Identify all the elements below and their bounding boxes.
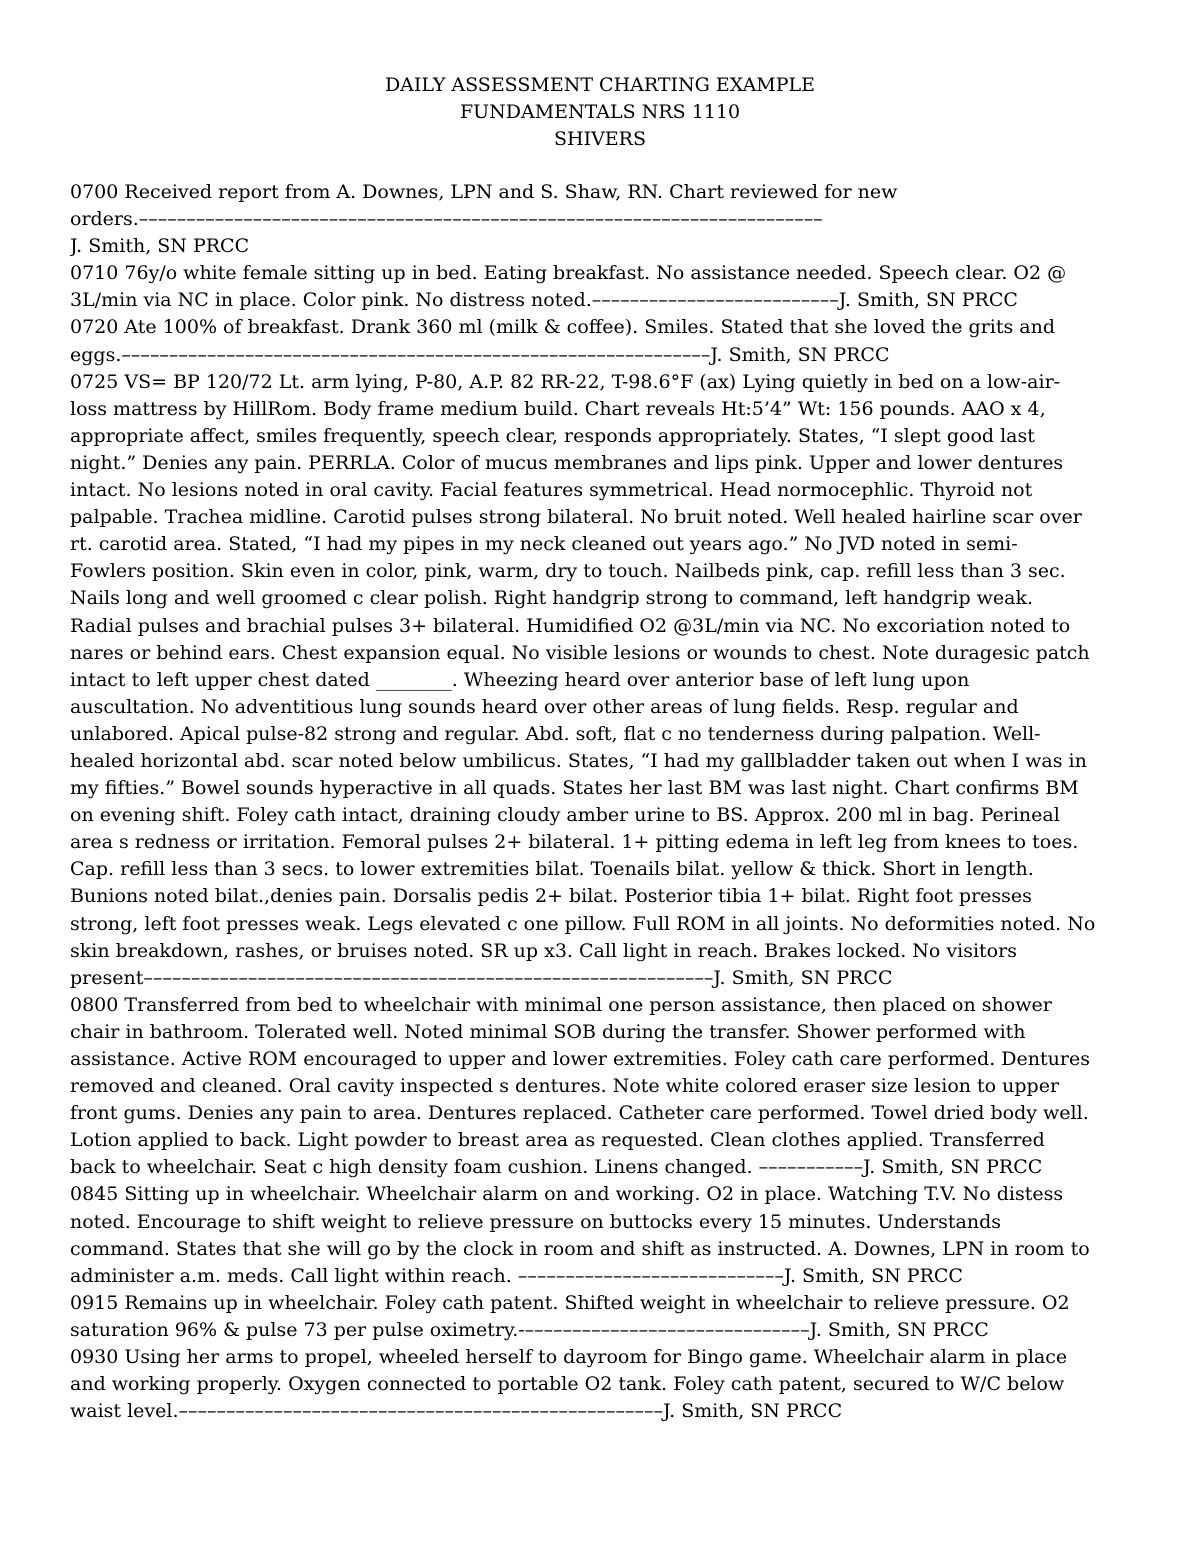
note-line: Nails long and well groomed c clear polish. Right handgrip strong to command, left handgrip weak. bbox=[70, 587, 1034, 610]
note-line: unlabored. Apical pulse-82 strong and regular. Abd. soft, flat c no tenderness during palpation. Well- bbox=[70, 722, 1041, 745]
note-line: eggs.––––––––––––––––––––––––––––––––––––––––––––––––––––––––––––––J. Smith, SN PRCC bbox=[70, 343, 890, 366]
note-line: waist level.–––––––––––––––––––––––––––––––––––––––––––––––––––J. Smith, SN PRCC bbox=[70, 1400, 843, 1423]
note-line: 0720 Ate 100% of breakfast. Drank 360 ml (milk & coffee). Smiles. Stated that she loved the grits and bbox=[70, 316, 1056, 339]
note-line: Fowlers position. Skin even in color, pink, warm, dry to touch. Nailbeds pink, cap. refill less than 3 sec. bbox=[70, 560, 1066, 583]
note-line: loss mattress by HillRom. Body frame medium build. Chart reveals Ht:5’4” Wt: 156 pounds. AAO x 4, bbox=[70, 397, 1046, 420]
note-line: Lotion applied to back. Light powder to breast area as requested. Clean clothes applied. Transferred bbox=[70, 1129, 1045, 1152]
note-line: assistance. Active ROM encouraged to upper and lower extremities. Foley cath care performed. Dentures bbox=[70, 1048, 1090, 1070]
note-signature: J. Smith, SN PRCC bbox=[70, 235, 250, 258]
note-line: saturation 96% & pulse 73 per pulse oximetry.-––––––––––––––––––––––––––––––J. Smith, SN PRCC bbox=[70, 1318, 989, 1341]
note-line: chair in bathroom. Tolerated well. Noted minimal SOB during the transfer. Shower performed with bbox=[70, 1020, 1026, 1043]
note-line: on evening shift. Foley cath intact, draining cloudy amber urine to BS. Approx. 200 ml in bag. Perineal bbox=[70, 804, 1060, 827]
note-line: 3L/min via NC in place. Color pink. No distress noted.––––––––––––––––––––––––––J. Smith, SN PRCC bbox=[70, 289, 1018, 312]
document-title: DAILY ASSESSMENT CHARTING EXAMPLE bbox=[384, 74, 816, 96]
note-line: nares or behind ears. Chest expansion equal. No visible lesions or wounds to chest. Note duragesic patch bbox=[70, 641, 1090, 664]
note-line: back to wheelchair. Seat c high density foam cushion. Linens changed. –––––––––––J. Smith, SN PRCC bbox=[70, 1156, 1043, 1179]
note-line: 0930 Using her arms to propel, wheeled herself to dayroom for Bingo game. Wheelchair alarm in place bbox=[70, 1346, 1068, 1369]
note-line: 0845 Sitting up in wheelchair. Wheelchair alarm on and working. O2 in place. Watching T.V. No distess bbox=[70, 1183, 1064, 1206]
note-line: and working properly. Oxygen connected to portable O2 tank. Foley cath patent, secured to W/C below bbox=[70, 1373, 1065, 1396]
note-line: 0800 Transferred from bed to wheelchair with minimal one person assistance, then placed on shower bbox=[70, 993, 1052, 1016]
note-line: my fifties.” Bowel sounds hyperactive in all quads. States her last BM was last night. Chart confirms BM bbox=[70, 777, 1079, 800]
note-line: Radial pulses and brachial pulses 3+ bilateral. Humidified O2 @3L/min via NC. No excoriation noted to bbox=[70, 614, 1071, 637]
note-line: 0710 76y/o white female sitting up in bed. Eating breakfast. No assistance needed. Speech clear. O2 @ bbox=[70, 262, 1067, 285]
note-line: intact. No lesions noted in oral cavity. Facial features symmetrical. Head normocephlic. Thyroid not bbox=[70, 479, 1033, 502]
course-name: FUNDAMENTALS NRS 1110 bbox=[459, 101, 741, 123]
note-line: 0700 Received report from A. Downes, LPN and S. Shaw, RN. Chart reviewed for new bbox=[70, 181, 898, 203]
note-line: orders.–––––––––––––––––––––––––––––––––––––––––––––––––––––––––––––––––––––––– bbox=[70, 208, 823, 231]
instructor-name: SHIVERS bbox=[553, 128, 646, 150]
note-line: front gums. Denies any pain to area. Dentures replaced. Catheter care performed. Towel dried body well. bbox=[70, 1102, 1089, 1125]
note-line: strong, left foot presses weak. Legs elevated c one pillow. Full ROM in all joints. No deformities noted. No bbox=[70, 912, 1096, 935]
note-line: palpable. Trachea midline. Carotid pulses strong bilateral. No bruit noted. Well healed hairline scar over bbox=[70, 506, 1082, 529]
note-line: healed horizontal abd. scar noted below umbilicus. States, “I had my gallbladder taken out when I was in bbox=[70, 749, 1087, 772]
note-line: auscultation. No adventitious lung sounds heard over other areas of lung fields. Resp. regular and bbox=[70, 695, 1019, 718]
charting-notes bbox=[70, 179, 1140, 1425]
note-line: area s redness or irritation. Femoral pulses 2+ bilateral. 1+ pitting edema in left leg from knees to toes. bbox=[70, 831, 1079, 854]
note-line: rt. carotid area. Stated, “I had my pipes in my neck cleaned out years ago.” No JVD noted in semi- bbox=[70, 533, 1018, 556]
note-line: noted. Encourage to shift weight to relieve pressure on buttocks every 15 minutes. Understands bbox=[70, 1210, 1002, 1233]
note-line: 0725 VS= BP 120/72 Lt. arm lying, P-80, A.P. 82 RR-22, T-98.6°F (ax) Lying quietly in bed on a low-air- bbox=[70, 370, 1061, 393]
note-line: command. States that she will go by the clock in room and shift as instructed. A. Downes, LPN in room to bbox=[70, 1237, 1090, 1260]
note-line: Bunions noted bilat.,denies pain. Dorsalis pedis 2+ bilat. Posterior tibia 1+ bilat. Right foot presses bbox=[70, 885, 1032, 908]
note-line: removed and cleaned. Oral cavity inspected s dentures. Note white colored eraser size lesion to upper bbox=[70, 1075, 1060, 1098]
note-line: present––––––––––––––––––––––––––––––––––––––––––––––––––––––––––––J. Smith, SN PRCC bbox=[70, 966, 893, 989]
note-line: administer a.m. meds. Call light within reach. ––––––––––––––––––––––––––––J. Smith, SN PRCC bbox=[70, 1264, 963, 1287]
note-line: Cap. refill less than 3 secs. to lower extremities bilat. Toenails bilat. yellow & thick. Short in length. bbox=[70, 858, 1034, 881]
note-line: 0915 Remains up in wheelchair. Foley cath patent. Shifted weight in wheelchair to relieve pressure. O2 bbox=[70, 1291, 1070, 1314]
note-line: appropriate affect, smiles frequently, speech clear, responds appropriately. States, “I slept good last bbox=[70, 424, 1035, 447]
note-line: skin breakdown, rashes, or bruises noted. SR up x3. Call light in reach. Brakes locked. No visitors bbox=[70, 939, 1017, 962]
note-line: intact to left upper chest dated ________. Wheezing heard over anterior base of left lung upon bbox=[70, 668, 970, 691]
note-line: night.” Denies any pain. PERRLA. Color of mucus membranes and lips pink. Upper and lower dentures bbox=[70, 451, 1064, 474]
document-header bbox=[0, 72, 1200, 153]
